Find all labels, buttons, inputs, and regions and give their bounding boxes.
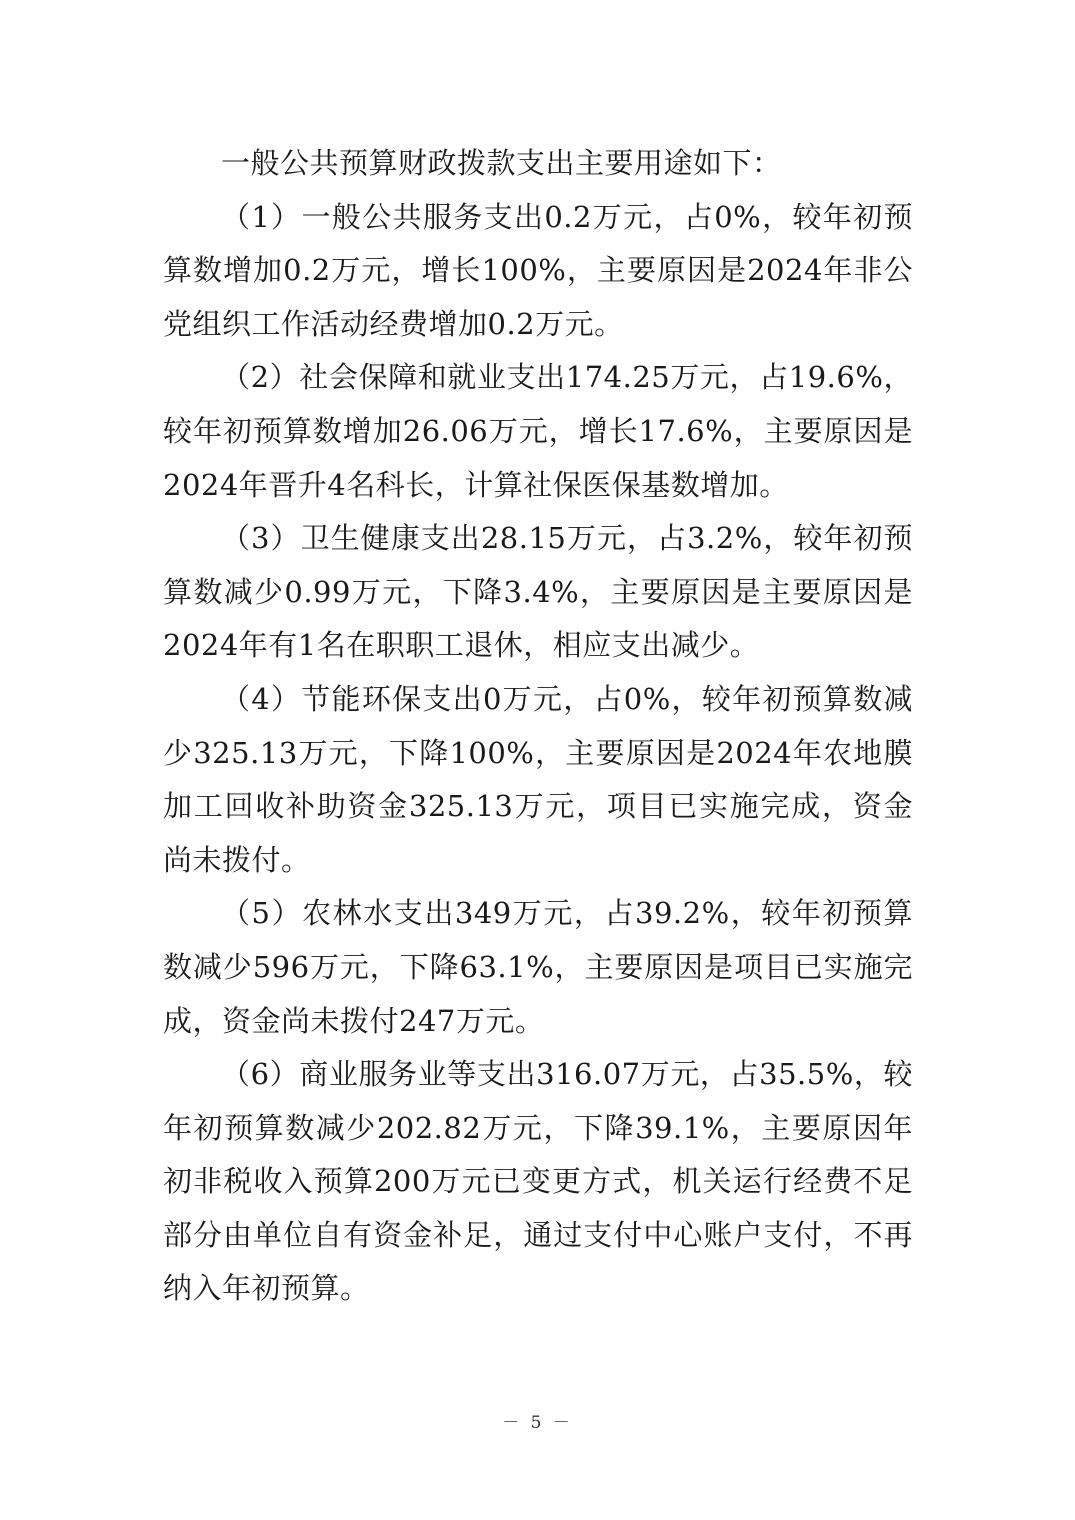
- page-number: － 5 －: [502, 1413, 573, 1433]
- paragraph-general-public-services: （1）一般公共服务支出0.2万元，占0%，较年初预算数增加0.2万元，增长100%，主要原因是2024年非公党组织工作活动经费增加0.2万元。: [163, 199, 913, 341]
- document-body: [163, 137, 913, 1316]
- paragraph-energy-environment: （4）节能环保支出0万元，占0%，较年初预算数减少325.13万元，下降100%，主要原因是2024年农地膜加工回收补助资金325.13万元，项目已实施完成，资金尚未拨付。: [163, 681, 913, 877]
- paragraph-social-security: （2）社会保障和就业支出174.25万元，占19.6%，较年初预算数增加26.06万元，增长17.6%，主要原因是2024年晋升4名科长，计算社保医保基数增加。: [163, 360, 913, 502]
- paragraph-agriculture-forestry-water: （5）农林水支出349万元，占39.2%，较年初预算数减少596万元，下降63.1%，主要原因是项目已实施完成，资金尚未拨付247万元。: [163, 896, 913, 1038]
- paragraph-health: （3）卫生健康支出28.15万元，占3.2%，较年初预算数减少0.99万元，下降3.4%，主要原因是主要原因是2024年有1名在职职工退休，相应支出减少。: [163, 521, 913, 663]
- paragraph-commerce-services: （6）商业服务业等支出316.07万元，占35.5%，较年初预算数减少202.82万元，下降39.1%，主要原因年初非税收入预算200万元已变更方式，机关运行经费不足部分由单位自有资金补足，通过支付中心账户支付，不再纳入年初预算。: [163, 1057, 913, 1306]
- intro-paragraph: 一般公共预算财政拨款支出主要用途如下：: [221, 146, 782, 180]
